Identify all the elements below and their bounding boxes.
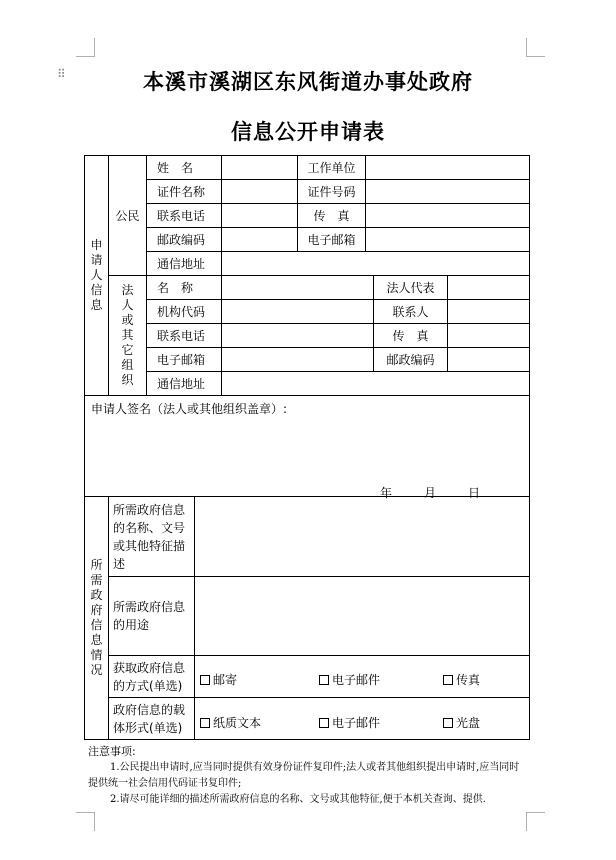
citizen-work-unit-label: 工作单位 — [298, 156, 366, 180]
citizen-postcode-label: 邮政编码 — [147, 228, 222, 252]
page-title-line2: 信息公开申请表 — [231, 119, 385, 144]
info-method-label: 获取政府信息的方式(单选) — [109, 656, 195, 698]
notes-block — [88, 744, 528, 808]
carrier-option-disc[interactable]: 光盘 — [443, 714, 480, 731]
crop-mark-top-left — [76, 38, 95, 57]
drag-handle-icon[interactable]: ⠿ — [57, 67, 67, 81]
citizen-phone-label: 联系电话 — [147, 204, 222, 228]
checkbox-icon — [200, 675, 210, 685]
org-address-label: 通信地址 — [147, 372, 222, 396]
org-phone-field[interactable] — [222, 324, 374, 348]
citizen-name-label: 姓 名 — [147, 156, 222, 180]
checkbox-icon — [200, 718, 210, 728]
citizen-address-label: 通信地址 — [147, 252, 222, 276]
citizen-fax-label: 传 真 — [298, 204, 366, 228]
citizen-email-field[interactable] — [366, 228, 530, 252]
org-address-field[interactable] — [222, 372, 530, 396]
signature-label: 申请人签名（法人或其他组织盖章）: — [91, 402, 288, 416]
info-purpose-label: 所需政府信息的用途 — [109, 577, 195, 656]
citizen-label: 公民 — [109, 156, 147, 276]
org-contact-field[interactable] — [448, 300, 530, 324]
org-fax-label: 传 真 — [374, 324, 448, 348]
citizen-id-number-label: 证件号码 — [298, 180, 366, 204]
citizen-address-field[interactable] — [222, 252, 530, 276]
info-carrier-label: 政府信息的载体形式(单选) — [109, 698, 195, 740]
carrier-option-paper[interactable]: 纸质文本 — [200, 714, 261, 731]
org-name-field[interactable] — [222, 276, 374, 300]
crop-mark-bottom-right — [526, 812, 545, 831]
org-fax-field[interactable] — [448, 324, 530, 348]
org-phone-label: 联系电话 — [147, 324, 222, 348]
checkbox-icon — [319, 718, 329, 728]
checkbox-icon — [319, 675, 329, 685]
method-option-mail[interactable]: 邮寄 — [200, 671, 237, 688]
notes-heading: 注意事项: — [88, 745, 136, 758]
checkbox-icon — [443, 718, 453, 728]
org-postcode-label: 邮政编码 — [374, 348, 448, 372]
notes-item-1: 1.公民提出申请时,应当同时提供有效身份证件复印件;法人或者其他组织提出申请时,应当同时提供统一社会信用代码证书复印件; — [88, 762, 520, 789]
org-email-label: 电子邮箱 — [147, 348, 222, 372]
info-section-label: 所需政府信息情况 — [85, 497, 109, 740]
carrier-option-email[interactable]: 电子邮件 — [319, 714, 380, 731]
org-contact-label: 联系人 — [374, 300, 448, 324]
citizen-email-label: 电子邮箱 — [298, 228, 366, 252]
crop-mark-bottom-left — [76, 812, 95, 831]
page-title-line1: 本溪市溪湖区东风街道办事处政府 — [143, 69, 473, 94]
citizen-postcode-field[interactable] — [222, 228, 298, 252]
info-description-label: 所需政府信息的名称、文号或其他特征描述 — [109, 497, 195, 577]
org-code-field[interactable] — [222, 300, 374, 324]
method-option-email[interactable]: 电子邮件 — [319, 671, 380, 688]
citizen-id-name-label: 证件名称 — [147, 180, 222, 204]
info-description-field[interactable] — [195, 497, 530, 577]
org-label: 法人或其它组织 — [109, 276, 147, 396]
crop-mark-top-right — [526, 38, 545, 57]
org-legal-rep-label: 法人代表 — [374, 276, 448, 300]
citizen-phone-field[interactable] — [222, 204, 298, 228]
citizen-name-field[interactable] — [222, 156, 298, 180]
signature-box[interactable] — [85, 396, 530, 497]
applicant-section-label: 申请人信息 — [85, 156, 109, 396]
org-code-label: 机构代码 — [147, 300, 222, 324]
citizen-id-name-field[interactable] — [222, 180, 298, 204]
citizen-work-unit-field[interactable] — [366, 156, 530, 180]
citizen-id-number-field[interactable] — [366, 180, 530, 204]
signature-month: 月 — [424, 486, 437, 500]
org-legal-rep-field[interactable] — [448, 276, 530, 300]
org-postcode-field[interactable] — [448, 348, 530, 372]
method-option-fax[interactable]: 传真 — [443, 671, 480, 688]
notes-item-2: 2.请尽可能详细的描述所需政府信息的名称、文号或其他特征,便于本机关查询、提供. — [110, 794, 486, 805]
org-email-field[interactable] — [222, 348, 374, 372]
checkbox-icon — [443, 675, 453, 685]
citizen-fax-field[interactable] — [366, 204, 530, 228]
org-name-label: 名 称 — [147, 276, 222, 300]
signature-day: 日 — [468, 486, 481, 500]
info-purpose-field[interactable] — [195, 577, 530, 656]
signature-year: 年 — [380, 486, 393, 500]
